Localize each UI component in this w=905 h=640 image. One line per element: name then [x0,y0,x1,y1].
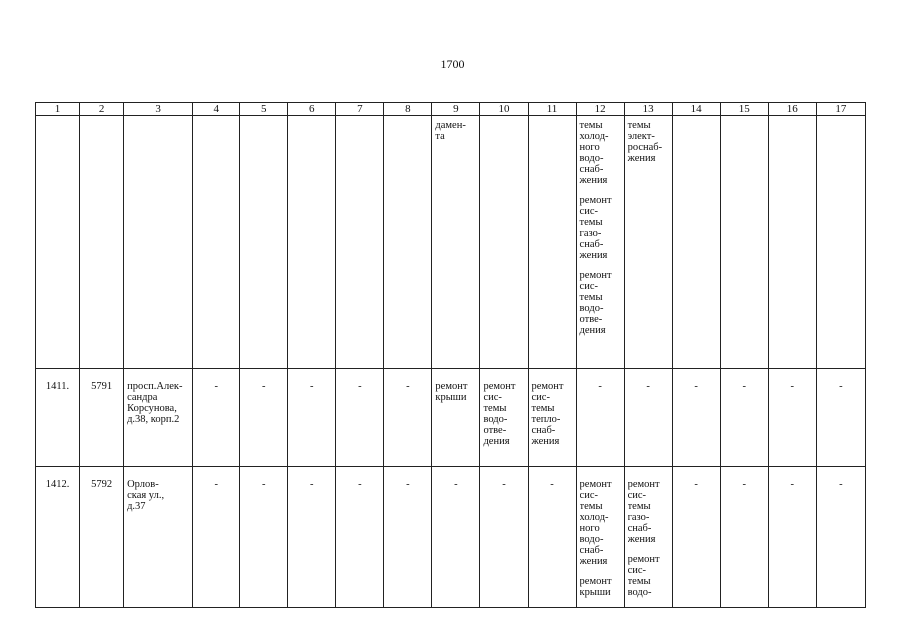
table-cell [193,116,240,369]
table-cell: - [288,467,336,608]
table-cell: - [240,369,288,467]
table-cell [816,116,865,369]
repair-table [35,102,866,608]
header-cell: 2 [80,103,124,116]
cell-text: ремонт сис- темы газо- снаб- жения [627,479,660,545]
table-cell [624,116,672,369]
table-cell: - [193,369,240,467]
header-cell: 9 [432,103,480,116]
cell-text: ремонт сис- темы водо- отве- дения [579,270,612,336]
table-cell [576,116,624,369]
cell-text: ремонт сис- темы холод- ного водо- снаб- жения [579,479,612,567]
table-cell: - [672,369,720,467]
table-cell [576,467,624,608]
header-cell: 13 [624,103,672,116]
table-cell [80,116,124,369]
table-cell [528,116,576,369]
address-cell: просп.Алек- сандра Корсунова, д.38, корп.2 [124,369,193,467]
cell-text: ремонт сис- темы водо- [627,554,660,598]
object-id: 5792 [80,467,124,608]
table-cell [480,116,528,369]
table-cell [336,116,384,369]
table-cell: - [816,467,865,608]
header-cell: 15 [720,103,768,116]
table-cell: ремонт сис- темы водо- отве- дения [480,369,528,467]
header-cell: 14 [672,103,720,116]
page-number: 1700 [440,57,465,71]
cell-text: дамен- та [435,120,466,142]
table-cell: - [720,467,768,608]
row-number: 1412. [36,467,80,608]
table-cell: ремонт крыши [432,369,480,467]
table-cell [288,116,336,369]
header-row [36,103,866,116]
table-cell: - [768,467,816,608]
header-cell: 17 [816,103,865,116]
table-row [36,369,866,467]
header-cell: 16 [768,103,816,116]
header-cell: 1 [36,103,80,116]
address-cell: Орлов- ская ул., д.37 [124,467,193,608]
object-id: 5791 [80,369,124,467]
table-cell [768,116,816,369]
table-cell: - [336,369,384,467]
header-cell: 11 [528,103,576,116]
table-cell [672,116,720,369]
header-cell: 8 [384,103,432,116]
table-cell: - [384,467,432,608]
header-cell: 12 [576,103,624,116]
table-cell: - [384,369,432,467]
header-cell: 10 [480,103,528,116]
header-cell: 6 [288,103,336,116]
table-cell: ремонт сис- темы тепло- снаб- жения [528,369,576,467]
table-cell [624,467,672,608]
header-cell: 3 [124,103,193,116]
table-cell: - [432,467,480,608]
table-cell: - [576,369,624,467]
table-row [36,467,866,608]
table-cell [720,116,768,369]
header-cell: 5 [240,103,288,116]
table-cell: - [816,369,865,467]
cell-text: темы холод- ного водо- снаб- жения [579,120,609,186]
continuation-row [36,116,866,369]
header-cell: 7 [336,103,384,116]
cell-text: темы элект- роснаб- жения [627,120,663,164]
header-cell: 4 [193,103,240,116]
table-cell: - [528,467,576,608]
table-cell [432,116,480,369]
table-cell [36,116,80,369]
table-cell [384,116,432,369]
table-cell [240,116,288,369]
table-cell: - [768,369,816,467]
table-cell: - [672,467,720,608]
table-cell: - [720,369,768,467]
table-cell: - [480,467,528,608]
table-cell: - [336,467,384,608]
cell-text: ремонт сис- темы газо- снаб- жения [579,195,612,261]
table-cell: - [240,467,288,608]
row-number: 1411. [36,369,80,467]
table-cell: - [288,369,336,467]
table-cell [124,116,193,369]
cell-text: ремонт крыши [579,576,612,598]
table-cell: - [624,369,672,467]
table-cell: - [193,467,240,608]
